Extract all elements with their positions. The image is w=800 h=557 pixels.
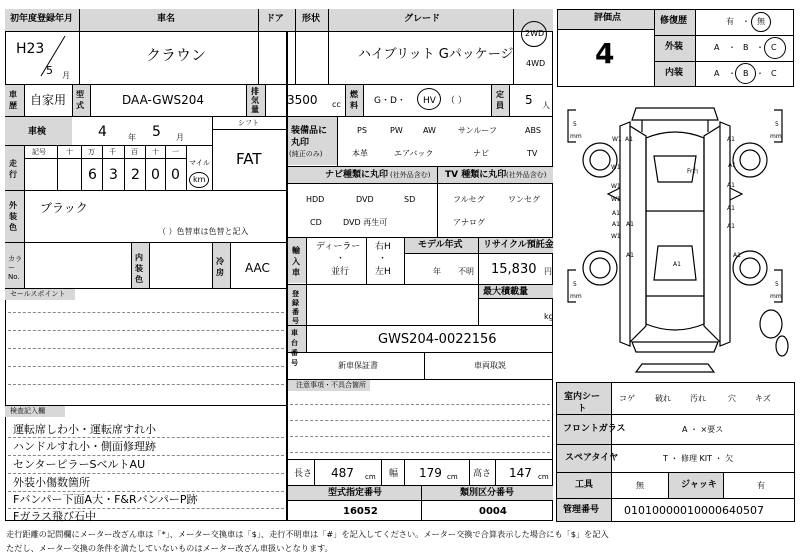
use-value: 自家用 — [30, 93, 67, 107]
left-h-option: 左H — [375, 267, 391, 277]
ac-value: AAC — [245, 261, 270, 275]
ext-grade-dot: ・ — [728, 43, 736, 52]
mileage-digit: 6 — [88, 167, 97, 183]
manual-label: 車両取説 — [474, 361, 506, 370]
fuel-label: 燃料 — [350, 90, 358, 110]
damage-tag: A1 — [727, 223, 735, 230]
grade: ハイブリット Gパッケージ — [358, 47, 514, 62]
color-no-label: カラーNo. — [8, 255, 22, 281]
mm-mark: 5 — [775, 121, 779, 128]
drive-4wd: 4WD — [526, 59, 546, 68]
color-label: 外装色 — [9, 201, 17, 232]
exterior-grade-label: 外装 — [665, 42, 684, 52]
inspector-note: ハンドルすれ小・側面修理跡 — [13, 440, 156, 453]
model-year-unknown: 不明 — [458, 267, 474, 276]
mileage-hdr-juu: 十 — [152, 148, 159, 156]
disp-value: 3500 — [287, 93, 318, 107]
damage-tag: A1 — [733, 252, 741, 259]
cap-label: 定員 — [496, 90, 504, 110]
tv-title: TV 種類に丸印 — [445, 170, 507, 180]
seat-label: 室内シート — [563, 392, 600, 414]
shift-label: シフト — [238, 119, 259, 127]
sales-point-label: セールスポイント — [10, 290, 66, 298]
equip-item: TV — [527, 149, 538, 158]
repair-label: 修復歴 — [660, 16, 688, 26]
mile-label: マイル — [189, 159, 210, 167]
width-value: 179 — [419, 466, 442, 480]
caution-label: 注意事項・不具合箇所 — [296, 381, 366, 389]
interior-label: 内装色 — [135, 253, 143, 284]
seat-item: 破れ — [655, 394, 671, 403]
int-grade-a: A — [714, 69, 720, 78]
mileage-hdr-man: 万 — [88, 148, 95, 156]
seat-item: 汚れ — [690, 394, 706, 403]
fuel-paren: （ ） — [446, 96, 467, 106]
color-note: （ ）色替車は色替と記入 — [158, 227, 249, 236]
dealer-dot: ・ — [336, 254, 346, 264]
body-shape-header: 形状 — [302, 14, 321, 24]
cap-unit: 人 — [542, 101, 550, 110]
shift-value: FAT — [236, 150, 262, 168]
disp-label: 排気量 — [251, 87, 259, 114]
footer-line-2: ただし、メーター交換の条件を満たしていないものはメーター改ざん車扱いとなります。 — [6, 543, 333, 553]
repair-option: 無 — [757, 17, 765, 26]
inspector-label: 検査記入欄 — [10, 407, 45, 415]
height-label: 高さ — [473, 469, 492, 479]
mm-mark: 5 — [573, 121, 577, 128]
mileage-hdr-10man: 十 — [66, 148, 73, 156]
mileage-digit: 2 — [131, 167, 140, 183]
damage-tag: A1 — [727, 182, 735, 189]
seat-item: キズ — [755, 394, 771, 403]
damage-tag: W1 — [611, 233, 621, 240]
use-label: 車歴 — [9, 90, 17, 110]
manage-label: 管理番号 — [563, 505, 600, 515]
mileage-digit: 0 — [171, 167, 180, 183]
navi-item: DVD 再生可 — [343, 218, 388, 227]
damage-tag: A1 — [727, 136, 735, 143]
glass-value: A ・ ×要ス — [682, 425, 724, 434]
mileage-label: 走行 — [9, 159, 17, 179]
door-header: ドア — [266, 14, 284, 24]
damage-tag: A1 — [612, 221, 620, 228]
int-grade-dot: ・ — [728, 69, 736, 78]
fuel-selected: HV — [423, 96, 436, 106]
category-label: 類別区分番号 — [460, 488, 515, 498]
equip-label: 装備品に丸印 — [291, 126, 328, 148]
mm-mark: mm — [570, 293, 582, 300]
height-unit: cm — [538, 473, 549, 481]
int-grade-dot: ・ — [756, 69, 764, 78]
model-year-label: モデル年式 — [418, 240, 463, 250]
right-h-option: 右H — [375, 242, 391, 252]
kg-unit: kg — [544, 312, 554, 321]
jack-label: ジャッキ — [681, 480, 717, 490]
mm-mark: mm — [770, 133, 782, 140]
car-name-header: 車名 — [157, 14, 176, 24]
ext-grade-c: C — [771, 43, 777, 52]
first-reg-header: 初年度登録年月 — [10, 14, 74, 24]
dealer-option: ディーラー — [316, 242, 361, 252]
inspect-year-unit: 年 — [128, 133, 136, 142]
car-outline-svg — [560, 96, 792, 378]
grade-header: グレード — [404, 14, 441, 24]
inspect-month: 5 — [152, 124, 161, 140]
jack-value: 有 — [757, 481, 765, 490]
mm-mark: 5 — [775, 281, 779, 288]
ext-grade-a: A — [714, 43, 720, 52]
damage-tag: A1 — [625, 136, 633, 143]
score-label: 評価点 — [594, 13, 622, 23]
model-value: DAA-GWS204 — [122, 93, 204, 107]
mileage-hdr-hyaku: 百 — [131, 148, 138, 156]
mm-mark: mm — [570, 133, 582, 140]
spare-value: T ・ 修理 KIT ・ 欠 — [663, 454, 734, 463]
reg-month-unit: 月 — [62, 71, 70, 80]
navi-item: CD — [310, 218, 322, 227]
mileage-hdr-ichi: 一 — [172, 148, 179, 156]
spare-label: スペアタイヤ — [565, 453, 619, 463]
tv-item: フルセグ — [453, 195, 485, 204]
manage-value: 01010000010000640507 — [624, 504, 764, 517]
mileage-digit: 0 — [151, 167, 160, 183]
inspector-note: 外装小傷数箇所 — [13, 476, 90, 489]
drive-2wd: 2WD — [525, 29, 545, 38]
inspect-label: 車検 — [28, 127, 47, 137]
equip-item: PW — [390, 126, 403, 135]
damage-tag: A1 — [728, 162, 736, 169]
cap-value: 5 — [525, 93, 533, 107]
fuel-options: G・D・ — [374, 96, 406, 106]
seat-item: コゲ — [619, 394, 635, 403]
reg-era: H23 — [16, 41, 45, 57]
damage-tag: W1 — [611, 183, 621, 190]
equip-sub: (純正のみ) — [289, 150, 323, 158]
type-designation-value: 16052 — [343, 506, 378, 517]
reg-month: 5 — [46, 64, 53, 77]
mileage-hdr-sen: 千 — [109, 148, 116, 156]
repair-option: ・ — [742, 17, 750, 26]
tv-sub: (社外品含む) — [506, 171, 547, 179]
width-unit: cm — [447, 473, 458, 481]
damage-tag: W1 — [612, 136, 622, 143]
navi-title: ナビ種類に丸印 — [325, 170, 389, 180]
category-value: 0004 — [479, 506, 507, 517]
damage-tag: A1 — [626, 221, 634, 228]
width-label: 幅 — [389, 469, 399, 479]
warranty-label: 新車保証書 — [338, 361, 378, 370]
navi-item: DVD — [356, 195, 374, 204]
equip-item: PS — [357, 126, 367, 135]
damage-tag: A1 — [612, 210, 620, 217]
disp-unit: cc — [332, 100, 341, 109]
score-value: 4 — [595, 37, 615, 70]
interior-grade-label: 内装 — [665, 68, 684, 78]
inspector-note: Fガラス飛び石中 — [13, 510, 96, 523]
inspector-note: Fバンパー下面A大・F&RバンパーP跡 — [13, 493, 198, 506]
damage-tag: A1 — [673, 261, 681, 268]
mileage-hdr-sym: 記号 — [32, 148, 46, 156]
equip-item: エアバック — [394, 149, 434, 158]
footer-line-1: 走行距離の記問欄にメーター改ざん車は「*」、メーター交換車は「$」、走行不明車は「#」を記入してください。メーター交換で合算表示した場合にも「$」を記入 — [6, 529, 609, 539]
glass-label: フロントガラス — [563, 424, 626, 434]
navi-item: HDD — [306, 195, 325, 204]
chassis-label: 車台番号 — [291, 329, 298, 367]
tv-item: アナログ — [453, 218, 485, 227]
int-grade-b: B — [743, 69, 749, 78]
tools-value: 無 — [636, 481, 644, 490]
recycle-label: リサイクル預託金 — [483, 240, 554, 250]
import-label: 輸入車 — [292, 246, 300, 277]
damage-tag: Fr右 — [687, 168, 699, 175]
ext-grade-b: B — [743, 43, 749, 52]
equip-item: ABS — [525, 126, 541, 135]
tv-item: ワンセグ — [508, 195, 540, 204]
inspect-year: 4 — [98, 124, 107, 140]
max-load-label: 最大積載量 — [483, 287, 529, 297]
inspector-note: 運転席しわ小・運転席すれ小 — [13, 423, 156, 436]
damage-tag: A1 — [626, 252, 634, 259]
color-value: ブラック — [40, 201, 88, 215]
tools-label: 工具 — [575, 480, 594, 490]
seat-item: 穴 — [728, 394, 736, 403]
chassis-value: GWS204-0022156 — [378, 332, 497, 347]
right-h-dot: ・ — [378, 254, 388, 264]
recycle-value: 15,830 — [491, 262, 537, 277]
recycle-unit: 円 — [544, 267, 552, 276]
type-designation-label: 型式指定番号 — [328, 488, 383, 498]
height-value: 147 — [509, 466, 532, 480]
length-unit: cm — [365, 473, 376, 481]
damage-tag: W1 — [611, 196, 621, 203]
ext-grade-dot: ・ — [756, 43, 764, 52]
navi-item: SD — [404, 195, 416, 204]
damage-tag: W1 — [611, 164, 621, 171]
km-label: km — [193, 175, 206, 184]
int-grade-c: C — [771, 69, 777, 78]
mm-mark: 5 — [573, 281, 577, 288]
equip-item: 本革 — [352, 149, 368, 158]
repair-option: 有 — [726, 17, 734, 26]
mileage-digit: 3 — [109, 167, 118, 183]
inspector-note: センターピラーSベルトAU — [13, 458, 146, 471]
length-value: 487 — [331, 466, 354, 480]
navi-sub: (社外品含む) — [390, 171, 431, 179]
reg-number-label: 登録番号 — [292, 290, 299, 325]
equip-item: サンルーフ — [458, 126, 497, 135]
model-label: 型式 — [76, 90, 84, 110]
inspect-month-unit: 月 — [176, 133, 184, 142]
parallel-option: 並行 — [331, 267, 350, 277]
car-name: クラウン — [146, 46, 207, 64]
length-label: 長さ — [294, 469, 313, 479]
model-year-unit: 年 — [433, 267, 441, 276]
mm-mark: mm — [770, 293, 782, 300]
equip-item: ナビ — [473, 149, 489, 158]
equip-item: AW — [423, 126, 436, 135]
ac-label: 冷房 — [216, 257, 224, 277]
damage-tag: A1 — [727, 205, 735, 212]
